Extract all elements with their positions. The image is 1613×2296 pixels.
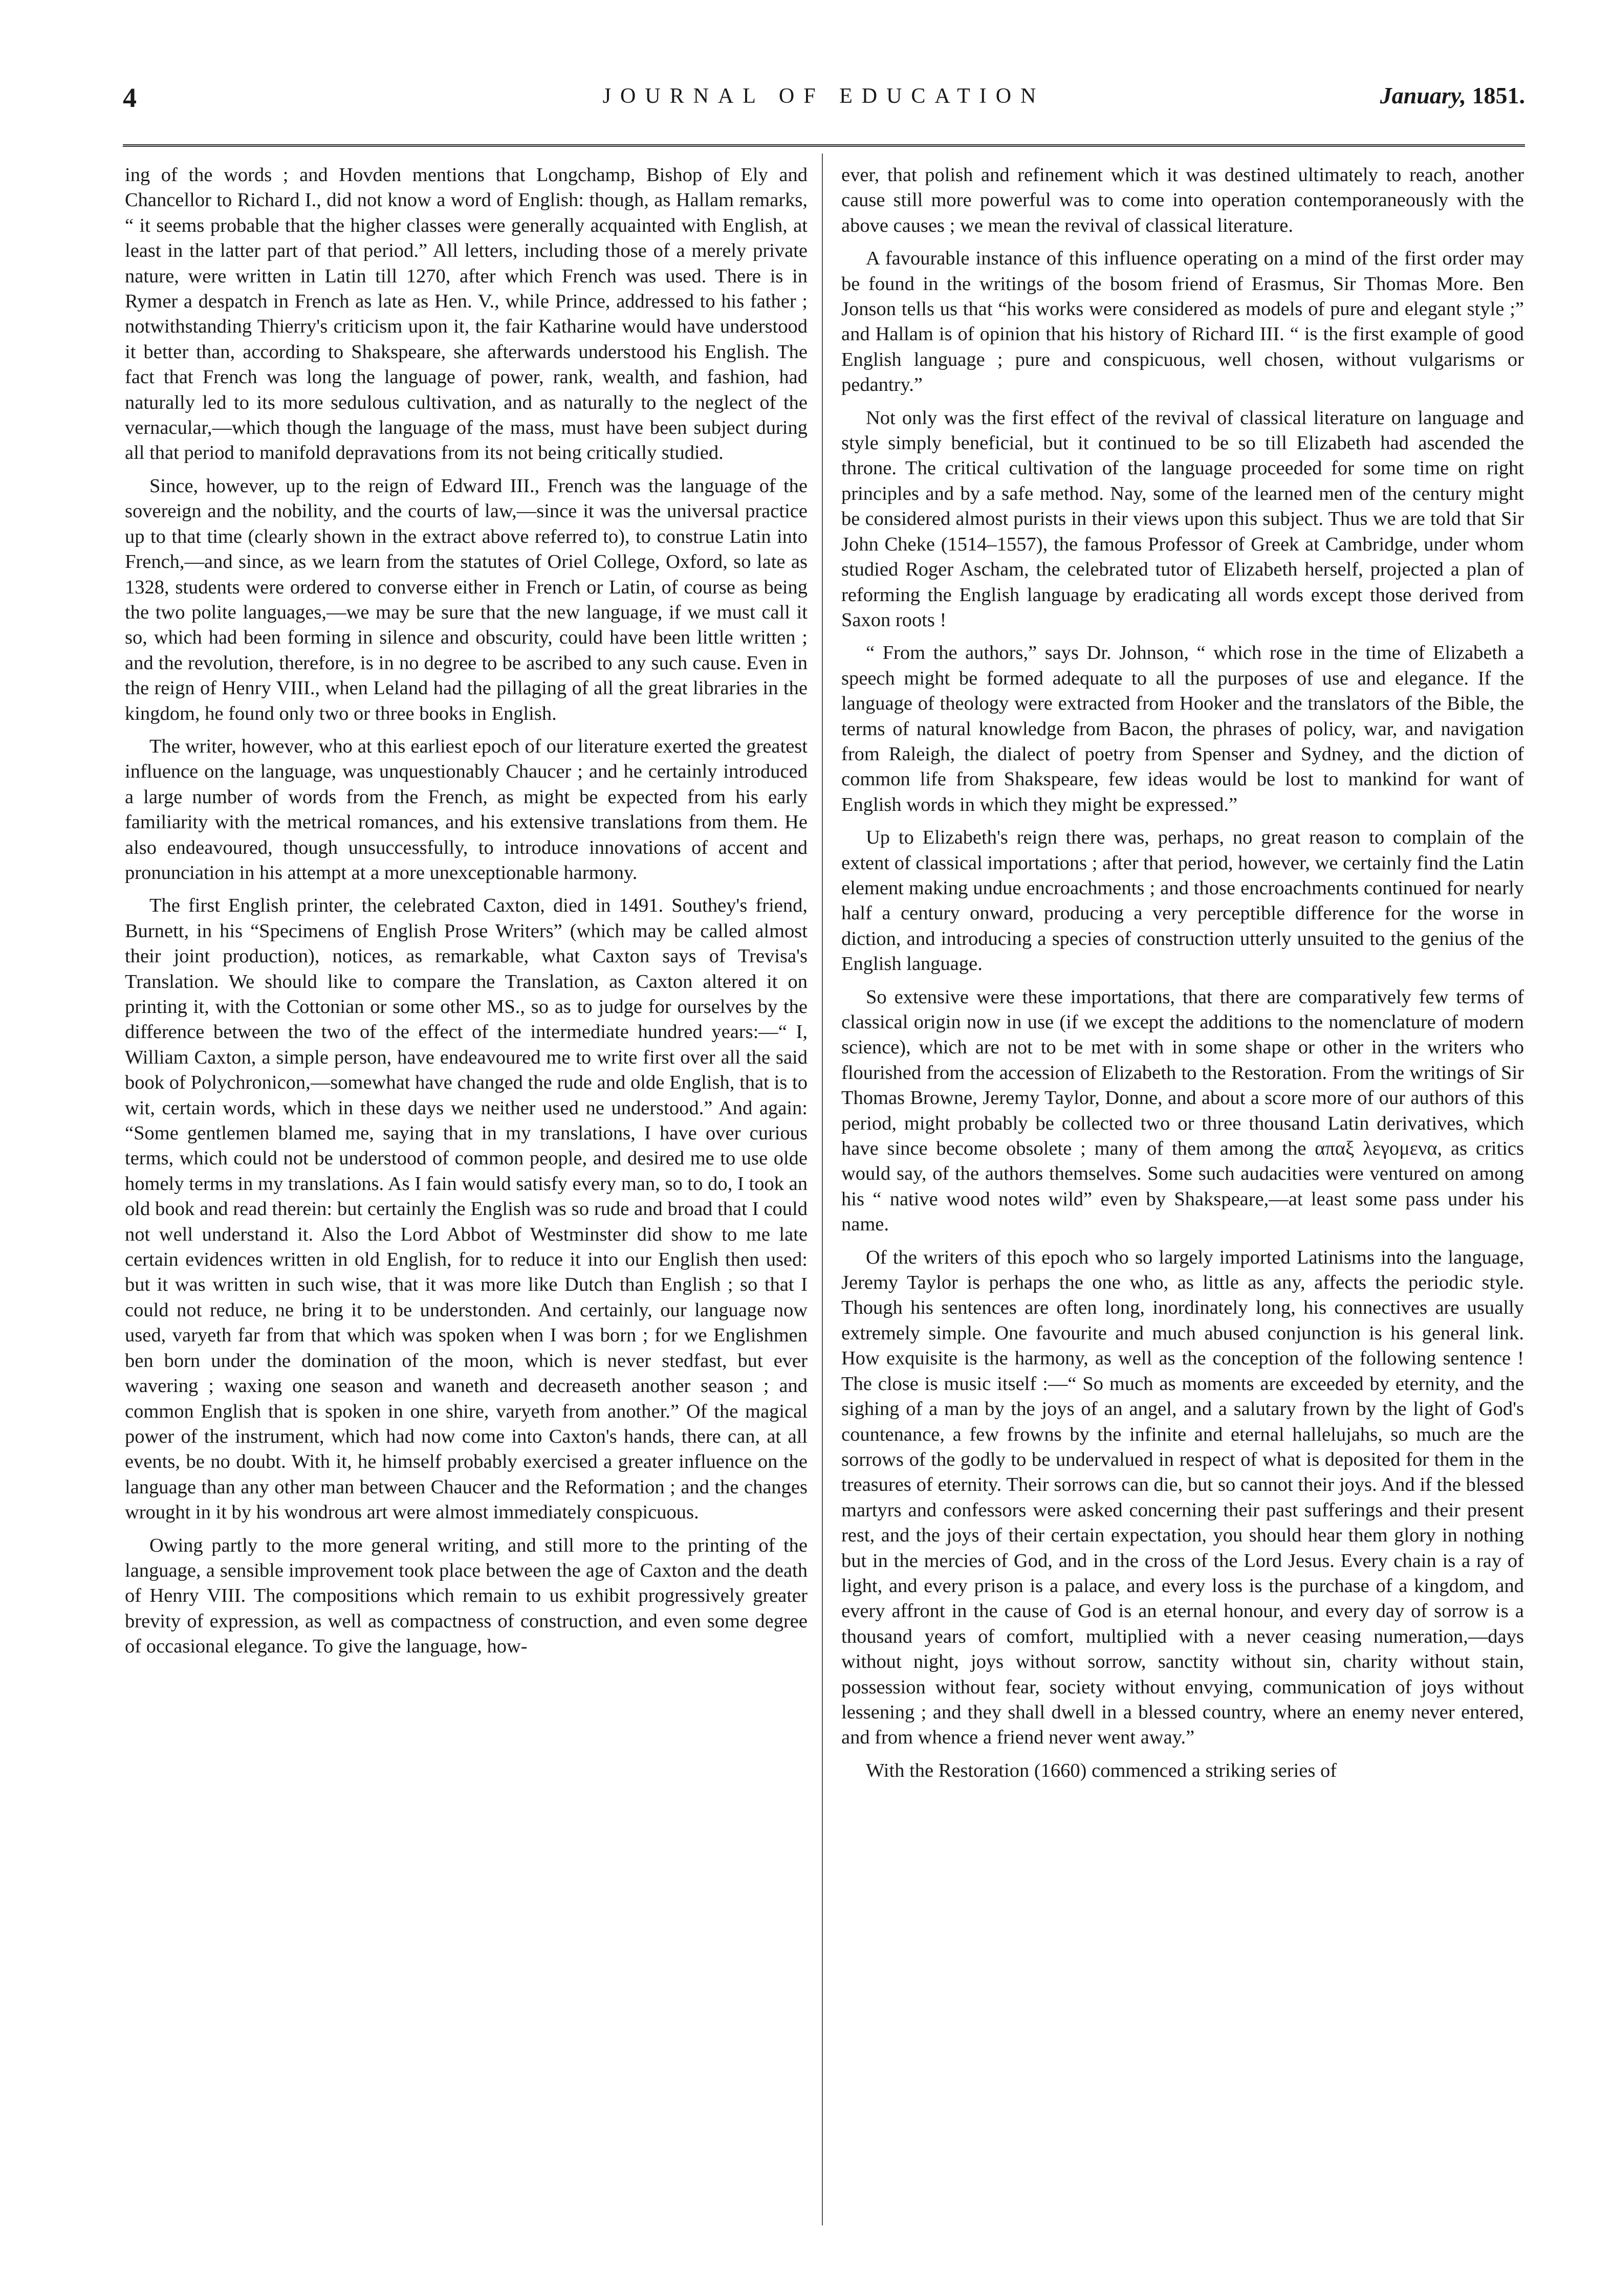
page-header	[123, 82, 1525, 123]
paragraph: ing of the words ; and Hovden mentions that Longchamp, Bishop of Ely and Chancellor to Richard I., did not know a word of English: though, as Hallam remarks, “ it seems probable that the higher classes were generally acquainted with English, at least in the latter part of that period.” All letters, including those of a merely private nature, were written in Latin till 1270, after which French was used. There is in Rymer a despatch in French as late as Hen. V., while Prince, addressed to his father ; notwithstanding Thierry's criticism upon it, the fair Katharine would have understood it better than, according to Shakspeare, she afterwards understood his English. The fact that French was long the language of power, rank, wealth, and fashion, had naturally led to its more sedulous cultivation, and as naturally to the neglect of the vernacular,—which though the language of the mass, must have been subject during all that period to manifold depravations from its not being critically studied.	[125, 164, 808, 464]
paragraph: The first English printer, the celebrated Caxton, died in 1491. Southey's friend, Burnett, in his “Specimens of English Prose Writers” (which may be called almost their joint production), notices, as remarkable, what Caxton says of Trevisa's Translation. We should like to compare the Translation, as Caxton altered it on printing it, with the Cottonian or some other MS., so as to judge for ourselves by the difference between the two of the effect of the intermediate hundred years:—“ I, William Caxton, a simple person, have endeavoured me to write first over all the said book of Polychronicon,—somewhat have changed the rude and olde English, that is to wit, certain words, which in these days we neither used ne understood.” And again: “Some gentlemen blamed me, saying that in my translations, I have over curious terms, which could not be understood of common people, and desired me to use olde homely terms in my translations. As I fain would satisfy every man, so to do, I took an old book and read therein: but certainly the English was so rude and broad that I could not well understand it. Also the Lord Abbot of Westminster did show to me late certain evidences written in old English, for to reduce it into our English then used: but it was written in such wise, that it was more like Dutch than English ; so that I could not reduce, ne bring it to be understonden. And certainly, our language now used, varyeth far from that which was spoken when I was born ; for we Englishmen ben born under the domination of the moon, which is never stedfast, but ever wavering ; waxing one season and waneth and decreaseth another season ; and common English that is spoken in one shire, varyeth from another.” Of the magical power of the instrument, which had now come into Caxton's hands, there can, at all events, be no doubt. With it, he himself probably exercised a greater influence on the language than any other man between Chaucer and the Reformation ; and the changes wrought in it by his wondrous art were almost immediately conspicuous.	[125, 895, 808, 1524]
issue-month: January,	[1380, 82, 1466, 108]
paragraph: Of the writers of this epoch who so largely imported Latinisms into the language, Jeremy Taylor is perhaps the one who, as little as any, affects the periodic style. Though his sentences are often long, inordinately long, his connectives are usually extremely simple. One favourite and much abused conjunction is his general link. How exquisite is the harmony, as well as the conception of the following sentence ! The close is music itself :—“ So much as moments are exceeded by eternity, and the sighing of a man by the joys of an angel, and a salutary frown by the light of God's countenance, a few frowns by the infinite and eternal hallelujahs, so much are the sorrows of the godly to be undervalued in respect of what is deposited for them in the treasures of eternity. Their sorrows can die, but so cannot their joys. And if the blessed martyrs and confessors were asked concerning their past sufferings and their present rest, and the joys of their certain expectation, you should hear them glory in nothing but in the mercies of God, and in the cross of the Lord Jesus. Every chain is a ray of light, and every prison is a palace, and every loss is the purchase of a kingdom, and every affront in the cause of God is an eternal honour, and every day of sorrow is a thousand years of comfort, multiplied with a never ceasing numeration,—days without night, joys without sorrow, sanctity without sin, charity without stain, possession without fear, society without envying, communication of joys without lessening ; and they shall dwell in a blessed country, where an enemy never entered, and from whence a friend never went away.”	[841, 1246, 1524, 1749]
paragraph: The writer, however, who at this earliest epoch of our literature exerted the greatest influence on the language, was unquestionably Chaucer ; and he certainly introduced a large number of words from the French, as might be expected from his early familiarity with the metrical romances, and his extensive translations from them. He also endeavoured, though unsuccessfully, to introduce innovations of accent and pronunciation in his attempt at a more unexceptionable harmony.	[125, 735, 808, 884]
paragraph: A favourable instance of this influence operating on a mind of the first order may be found in the writings of the bosom friend of Erasmus, Sir Thomas More. Ben Jonson tells us that “his works were considered as models of pure and elegant style ;” and Hallam is of opinion that his history of Richard III. “ is the first example of good English language ; pure and conspicuous, well chosen, without vulgarisms or pedantry.”	[841, 248, 1524, 396]
header-rule	[123, 144, 1525, 147]
column-divider	[822, 153, 823, 2225]
paragraph: Up to Elizabeth's reign there was, perhaps, no great reason to complain of the extent of classical importations ; after that period, however, we certainly find the Latin element making undue encroachments ; and those encroachments continued for nearly half a century onward, producing a very perceptible difference for the worse in diction, and introducing a species of construction utterly unsuited to the genius of the English language.	[841, 827, 1524, 975]
issue-year: 1851.	[1466, 82, 1525, 108]
page-number: 4	[123, 82, 137, 113]
left-column	[125, 163, 808, 1667]
paragraph: Since, however, up to the reign of Edward III., French was the language of the sovereign and the nobility, and the courts of law,—since it was the universal practice up to that time (clearly shown in the extract above referred to), to construe Latin into French,—and since, as we learn from the statutes of Oriel College, Oxford, so late as 1328, students were ordered to converse either in French or Latin, of course as being the two polite languages,—we may be sure that the new language, if we must call it so, which had been forming in silence and obscurity, could have been little written ; and the revolution, therefore, is in no degree to be ascribed to any such cause. Even in the reign of Henry VIII., when Leland had the pillaging of all the great libraries in the kingdom, he found only two or three books in English.	[125, 475, 808, 724]
right-column	[841, 163, 1524, 1791]
paragraph: ever, that polish and refinement which it was destined ultimately to reach, another cause still more powerful was to come into operation contemporaneously with the above causes ; we mean the revival of classical literature.	[841, 164, 1524, 236]
issue-date	[1380, 82, 1525, 109]
paragraph: Not only was the first effect of the revival of classical literature on language and style simply beneficial, but it continued to be so till Elizabeth had ascended the throne. The critical cultivation of the language proceeded for some time on right principles and by a safe method. Nay, some of the learned men of the century might be considered almost purists in their views upon this subject. Thus we are told that Sir John Cheke (1514–1557), the famous Professor of Greek at Cambridge, under whom studied Roger Ascham, the celebrated tutor of Elizabeth herself, projected a plan of reforming the English language by eradicating all words except those derived from Saxon roots !	[841, 407, 1524, 631]
running-title: JOURNAL OF EDUCATION	[602, 84, 1045, 108]
paragraph: So extensive were these importations, that there are comparatively few terms of classical origin now in use (if we except the additions to the nomenclature of modern science), which are not to be met with in some shape or other in the writers who flourished from the accession of Elizabeth to the Restoration. From the writings of Sir Thomas Browne, Jeremy Taylor, Donne, and about a score more of our authors of this period, might probably be collected two or three thousand Latin derivatives, which have since become obsolete ; many of them among the απαξ λεγομενα, as critics would say, of the authors themselves. Some such audacities were ventured on among his “ native wood notes wild” even by Shakspeare,—at least some pass under his name.	[841, 986, 1524, 1235]
paragraph: Owing partly to the more general writing, and still more to the printing of the language, a sensible improvement took place between the age of Caxton and the death of Henry VIII. The compositions which remain to us exhibit progressively greater brevity of expression, as well as compactness of construction, and even some degree of occasional elegance. To give the language, how-	[125, 1534, 808, 1658]
paragraph: “ From the authors,” says Dr. Johnson, “ which rose in the time of Elizabeth a speech might be formed adequate to all the purposes of use and elegance. If the language of theology were extracted from Hooker and the translators of the Bible, the terms of natural knowledge from Bacon, the phrases of policy, war, and navigation from Raleigh, the dialect of poetry from Spenser and Sydney, and the diction of common life from Shakspeare, few ideas would be lost to mankind for want of English words in which they might be expressed.”	[841, 642, 1524, 815]
paragraph: With the Restoration (1660) commenced a striking series of	[866, 1759, 1337, 1781]
